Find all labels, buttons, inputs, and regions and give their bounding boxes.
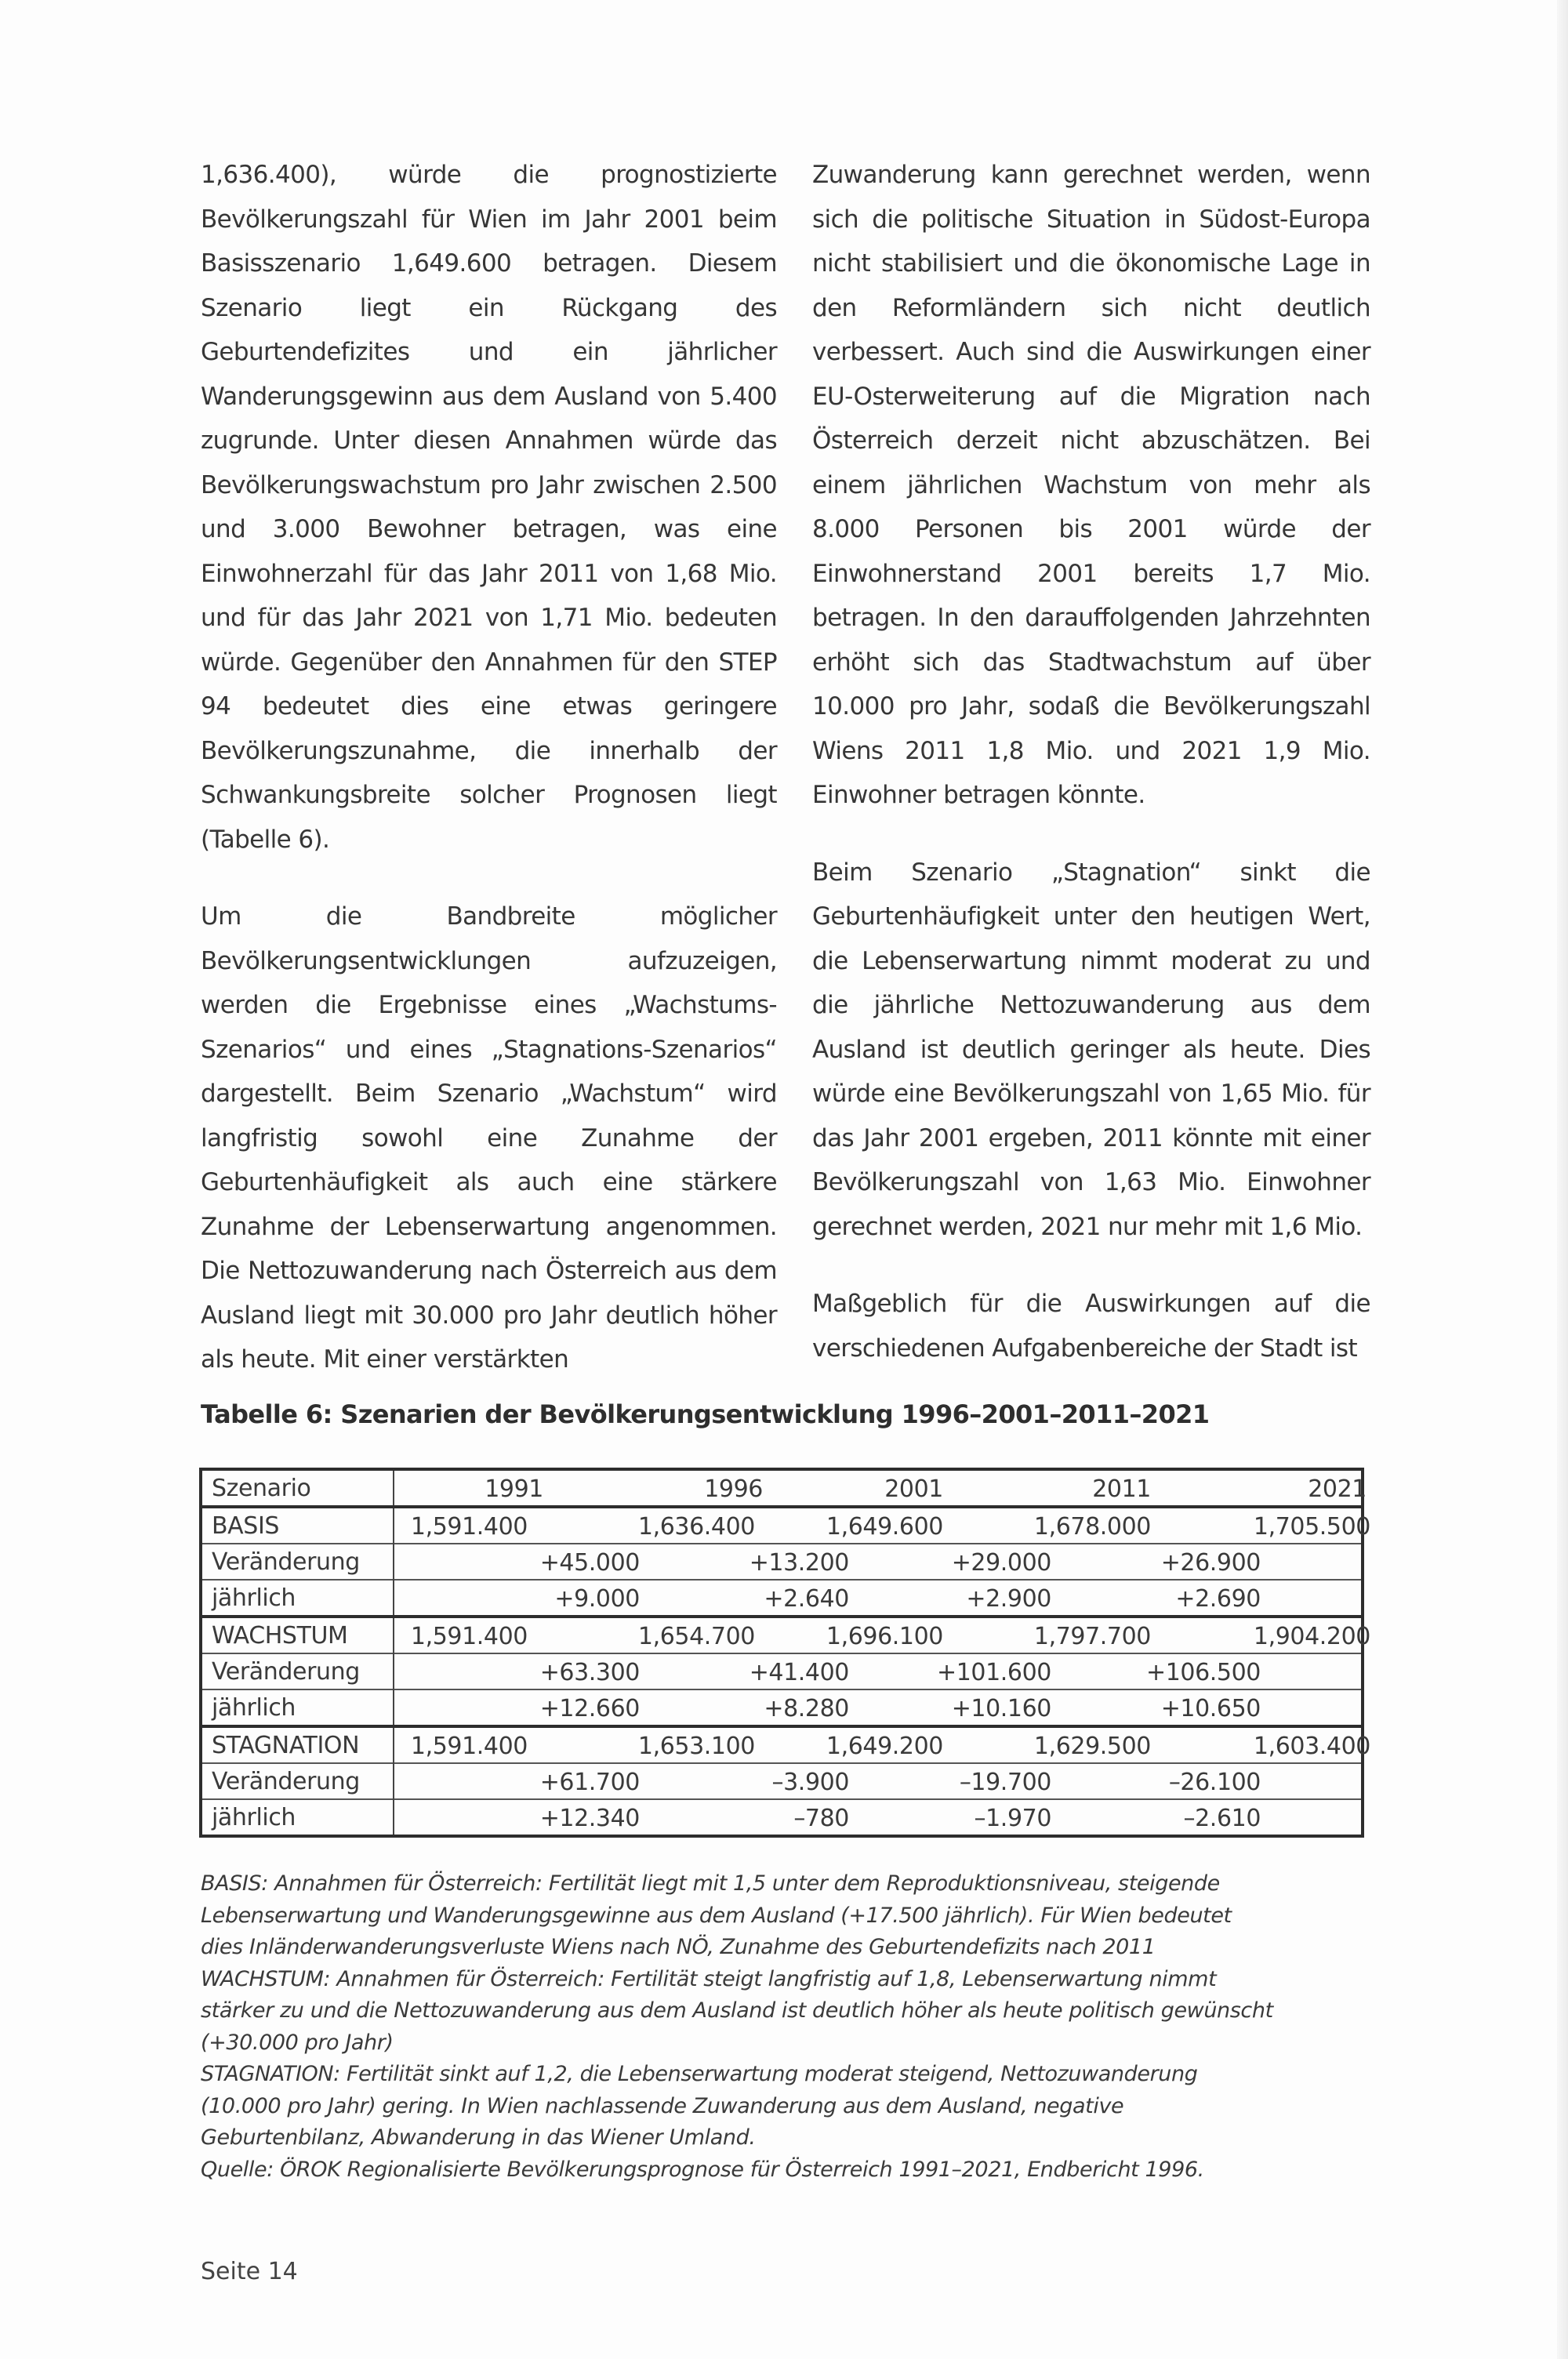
table-cell: +13.200 (749, 1549, 849, 1577)
table-cell: 1996 (704, 1475, 763, 1503)
table-cell: 1,797.700 (1033, 1623, 1151, 1650)
page-number: Seite 14 (201, 2258, 298, 2285)
paragraph: Beim Szenario „Stagnation“ sinkt die Geburtenhäufigkeit unter den heutigen Wert, die Lebenserwartung nimmt moderat zu und die jährliche Nettozuwanderung aus dem Ausland ist deutlich geringer als heute. Dies würde eine Bevölkerungszahl von 1,65 Mio. für das Jahr 2001 ergeben, 2011 könnte mit einer Bevölkerungszahl von 1,63 Mio. Einwohner gerechnet werden, 2021 nur mehr mit 1,6 Mio. (812, 858, 1370, 1241)
footnote-line: STAGNATION: Fertilität sinkt auf 1,2, die Lebenserwartung moderat steigend, Nettozuwanderung (201, 2062, 1198, 2086)
row-values (394, 1544, 1363, 1580)
table-cell: +29.000 (951, 1549, 1051, 1577)
table-row-annual (201, 1580, 1363, 1617)
table-row-basis (201, 1507, 1363, 1544)
table-cell: +41.400 (749, 1659, 849, 1686)
table-cell: 1,649.200 (826, 1733, 943, 1760)
table-row-wachstum (201, 1617, 1363, 1653)
row-values (394, 1799, 1363, 1836)
table-cell: –780 (793, 1805, 849, 1832)
table-row-change (201, 1544, 1363, 1580)
table-cell: 2001 (884, 1475, 943, 1503)
table-cell: +2.640 (764, 1585, 849, 1613)
table-cell: +12.660 (539, 1695, 640, 1722)
paragraph: 1,636.400), würde die prognostizierte Bevölkerungszahl für Wien im Jahr 2001 beim Basisszenario 1,649.600 betragen. Diesem Szenario liegt ein Rückgang des Geburtendefizites und ein jährlicher Wanderungsgewinn aus dem Ausland von 5.400 zugrunde. Unter diesen Annahmen würde das Bevölkerungswachstum pro Jahr zwischen 2.500 und 3.000 Bewohner betragen, was eine Einwohnerzahl für das Jahr 2011 von 1,68 Mio. und für das Jahr 2021 von 1,71 Mio. bedeuten würde. Gegenüber den Annahmen für den STEP 94 bedeutet dies eine etwas geringere Bevölkerungszunahme, die innerhalb der Schwankungsbreite solcher Prognosen liegt (Tabelle 6). (201, 161, 777, 854)
row-label: BASIS (201, 1507, 394, 1544)
footnote-line: Lebenserwartung und Wanderungsgewinne aus dem Ausland (+17.500 jährlich). Für Wien bedeutet (201, 1903, 1232, 1928)
row-label: Szenario (201, 1469, 394, 1507)
row-label: WACHSTUM (201, 1617, 394, 1653)
table-cell: 1,654.700 (637, 1623, 755, 1650)
table-cell: –1.970 (974, 1805, 1051, 1832)
table-cell: 1,636.400 (637, 1513, 755, 1541)
table-cell: 1,696.100 (826, 1623, 943, 1650)
row-label: Veränderung (201, 1763, 394, 1799)
table-footnotes (201, 1868, 1377, 2186)
paragraph: Zuwanderung kann gerechnet werden, wenn sich die politische Situation in Südost-Europa nicht stabilisiert und die ökonomische Lage in den Reformländern sich nicht deutlich verbessert. Auch sind die Auswirkungen einer EU-Osterweiterung auf die Migration nach Österreich derzeit nicht abzuschätzen. Bei einem jährlichen Wachstum von mehr als 8.000 Personen bis 2001 würde der Einwohnerstand 2001 bereits 1,7 Mio. betragen. In den darauffolgenden Jahrzehnten erhöht sich das Stadtwachstum auf über 10.000 pro Jahr, sodaß die Bevölkerungszahl Wiens 2011 1,8 Mio. und 2021 1,9 Mio. Einwohner betragen könnte. (812, 161, 1370, 809)
row-values (394, 1653, 1363, 1689)
footnote-line: (+30.000 pro Jahr) (201, 2030, 394, 2055)
footnote-line: WACHSTUM: Annahmen für Österreich: Fertilität steigt langfristig auf 1,8, Lebenserwartung nimmt (201, 1966, 1217, 1991)
footnote-line: (10.000 pro Jahr) gering. In Wien nachlassende Zuwanderung aus dem Ausland, negative (201, 2093, 1124, 2118)
footnote-line: BASIS: Annahmen für Österreich: Fertilität liegt mit 1,5 unter dem Reproduktionsniveau, steigende (201, 1871, 1220, 1896)
table-cell: +61.700 (539, 1769, 640, 1796)
table-cell: 1,603.400 (1253, 1733, 1370, 1760)
table-cell: +26.900 (1160, 1549, 1261, 1577)
table-row-annual (201, 1689, 1363, 1726)
table-caption: Tabelle 6: Szenarien der Bevölkerungsentwicklung 1996–2001–2011–2021 (201, 1399, 1210, 1429)
row-label: jährlich (201, 1689, 394, 1726)
table-cell: +10.160 (951, 1695, 1051, 1722)
text-column-left (201, 153, 777, 1382)
row-label: STAGNATION (201, 1726, 394, 1763)
page-edge-shadow (1557, 0, 1568, 2359)
row-label: Veränderung (201, 1544, 394, 1580)
footnote-line: dies Inländerwanderungsverluste Wiens nach NÖ, Zunahme des Geburtendefizits nach 2011 (201, 1935, 1156, 1959)
row-values (394, 1617, 1370, 1653)
table-row-stagnation (201, 1726, 1363, 1763)
row-values (394, 1580, 1363, 1617)
table-cell: +2.690 (1175, 1585, 1261, 1613)
footnote-line: Geburtenbilanz, Abwanderung in das Wiener Umland. (201, 2125, 756, 2150)
table-cell: –2.610 (1183, 1805, 1261, 1832)
table-cell: 1,591.400 (410, 1513, 528, 1541)
table-cell: 1,629.500 (1033, 1733, 1151, 1760)
row-label: Veränderung (201, 1653, 394, 1689)
table-cell: +45.000 (539, 1549, 640, 1577)
table-cell: 1,904.200 (1253, 1623, 1370, 1650)
table-row-change (201, 1653, 1363, 1689)
row-values (394, 1469, 1367, 1507)
table-cell: 2011 (1092, 1475, 1151, 1503)
table-cell: –26.100 (1168, 1769, 1261, 1796)
table-cell: +63.300 (539, 1659, 640, 1686)
table-cell: 2021 (1308, 1475, 1367, 1503)
table-cell: 1,591.400 (410, 1623, 528, 1650)
scenario-table (199, 1468, 1370, 1838)
row-values (394, 1726, 1370, 1763)
table-cell: 1,591.400 (410, 1733, 528, 1760)
table-row-change (201, 1763, 1363, 1799)
table-cell: +12.340 (539, 1805, 640, 1832)
row-values (394, 1763, 1363, 1799)
text-column-right (812, 153, 1370, 1370)
footnote-line: stärker zu und die Nettozuwanderung aus dem Ausland ist deutlich höher als heute politisch gewünscht (201, 1998, 1273, 2023)
table-cell: 1,649.600 (826, 1513, 943, 1541)
table-cell: +2.900 (966, 1585, 1051, 1613)
footnote-line: Quelle: ÖROK Regionalisierte Bevölkerungsprognose für Österreich 1991–2021, Endbericht 1996. (201, 2157, 1204, 2182)
table-cell: –3.900 (771, 1769, 849, 1796)
table-cell: 1,653.100 (637, 1733, 755, 1760)
paragraph: Maßgeblich für die Auswirkungen auf die verschiedenen Aufgabenbereiche der Stadt ist (812, 1290, 1370, 1363)
row-values (394, 1507, 1370, 1544)
table-header-row (201, 1469, 1363, 1507)
row-label: jährlich (201, 1799, 394, 1836)
paragraph: Um die Bandbreite möglicher Bevölkerungsentwicklungen aufzuzeigen, werden die Ergebnisse eines „Wachstums-Szenarios“ und eines „Stagnations-Szenarios“ dargestellt. Beim Szenario „Wachstum“ wird langfristig sowohl eine Zunahme der Geburtenhäufigkeit als auch eine stärkere Zunahme der Lebenserwartung angenommen. Die Nettozuwanderung nach Österreich aus dem Ausland liegt mit 30.000 pro Jahr deutlich höher als heute. Mit einer verstärkten (201, 902, 777, 1374)
row-label: jährlich (201, 1580, 394, 1617)
row-values (394, 1689, 1363, 1726)
table-cell: 1,678.000 (1033, 1513, 1151, 1541)
table-cell: +8.280 (764, 1695, 849, 1722)
table-cell: +101.600 (937, 1659, 1051, 1686)
table-cell: –19.700 (959, 1769, 1051, 1796)
table-row-annual (201, 1799, 1363, 1836)
table-cell: +106.500 (1146, 1659, 1261, 1686)
table-cell: +9.000 (554, 1585, 640, 1613)
table-cell: 1,705.500 (1253, 1513, 1370, 1541)
table-cell: +10.650 (1160, 1695, 1261, 1722)
table-cell: 1991 (485, 1475, 543, 1503)
